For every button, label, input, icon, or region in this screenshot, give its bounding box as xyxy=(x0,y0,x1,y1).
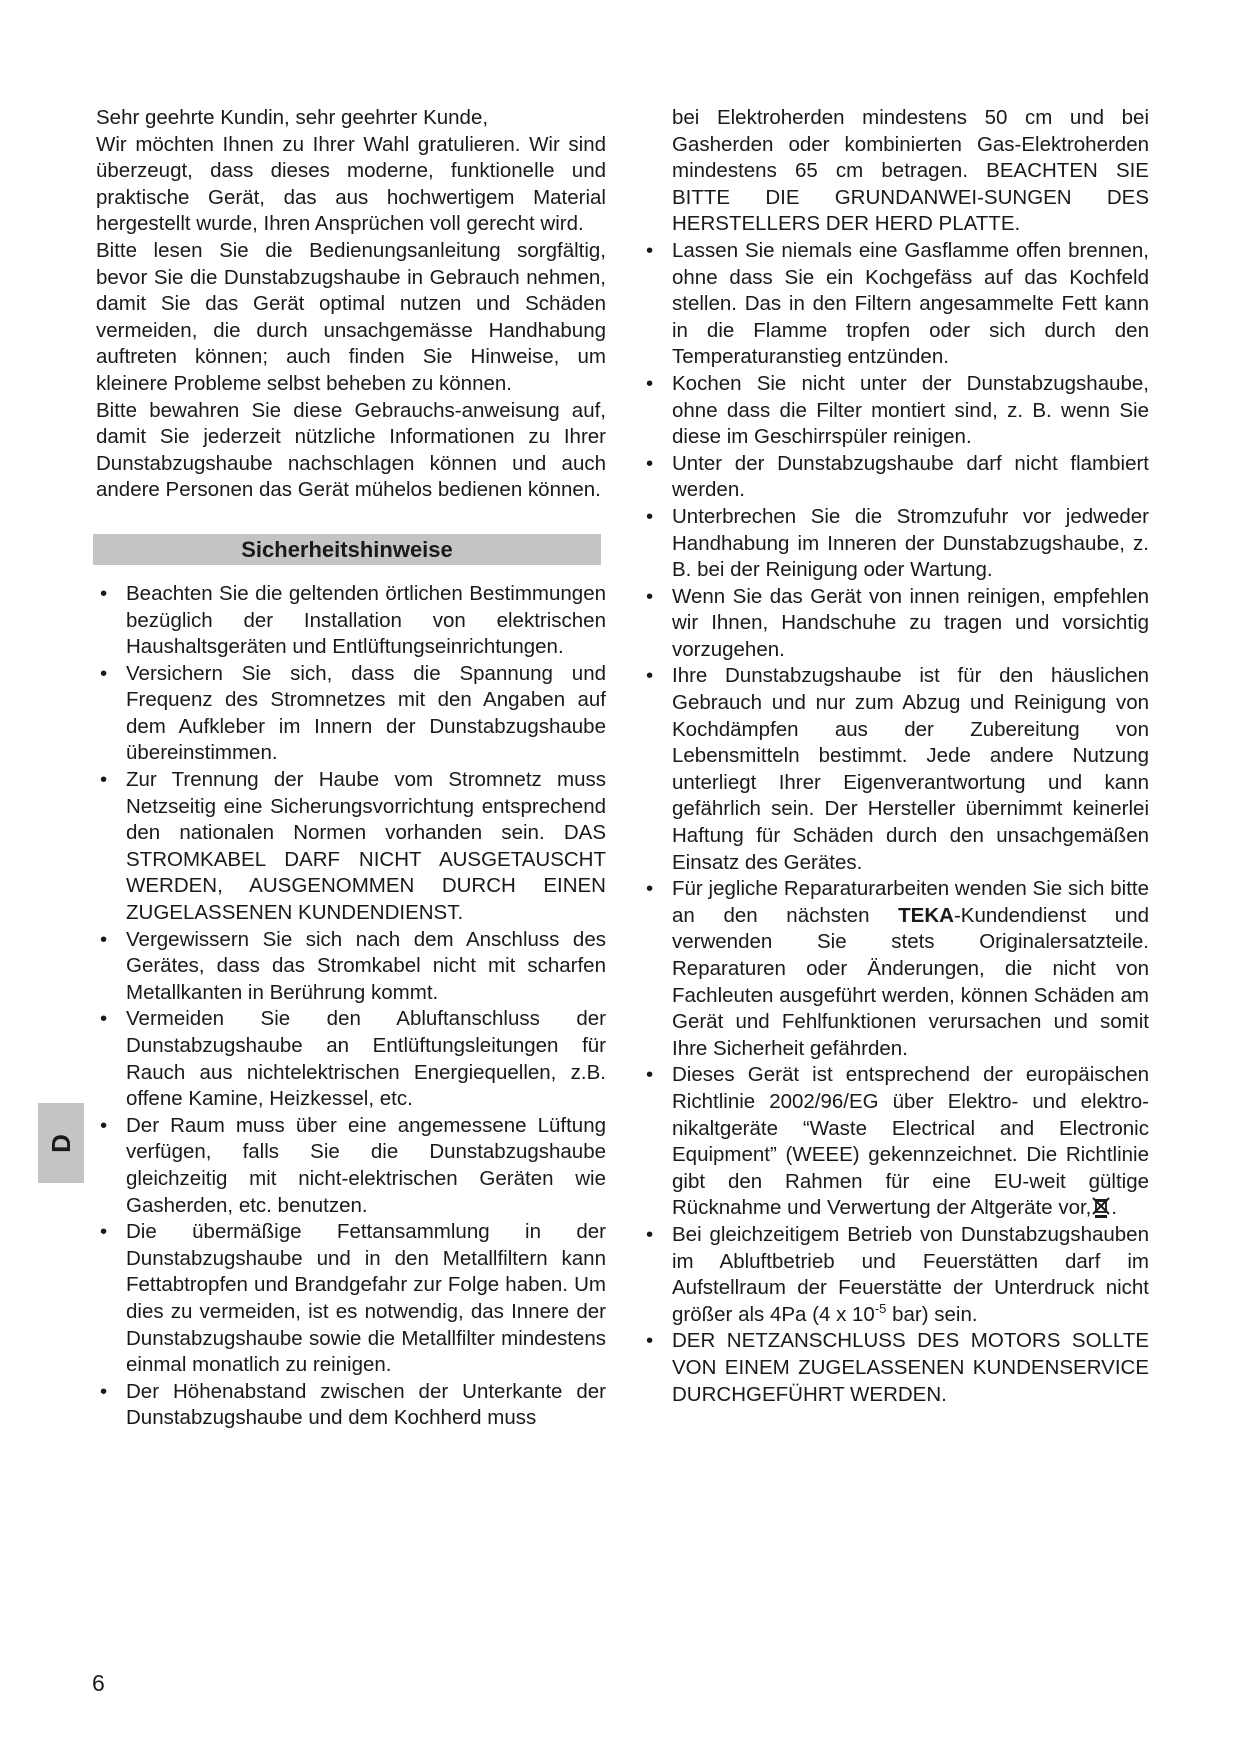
bullet-icon: • xyxy=(646,877,654,901)
right-column xyxy=(646,105,1150,1408)
language-tab xyxy=(38,1103,84,1183)
bullet-icon: • xyxy=(100,1220,108,1244)
safety-list-right xyxy=(646,238,1150,1408)
list-item: • Zur Trennung der Haube vom Stromnetz muss Netzseitig eine Sicherungsvorrichtung entsprechend den nationalen Normen vorhanden sein. DAS STROMKABEL DARF NICHT AUSGETAUSCHT WERDEN, AUSGENOMMEN DURCH EINEN ZUGELASSENEN KUNDENDIENST. xyxy=(100,768,606,925)
list-item: • Wenn Sie das Gerät von innen reinigen, empfehlen wir Ihnen, Handschuhe zu tragen und vorsichtig vorzugehen. xyxy=(646,584,1149,661)
list-item: • Kochen Sie nicht unter der Dunstabzugshaube, ohne dass die Filter montiert sind, z. B. wenn Sie diese im Geschirrspüler reinigen. xyxy=(646,371,1149,449)
intro-paragraph-2: Bitte lesen Sie die Bedienungsanleitung sorgfältig, bevor Sie die Dunstabzugshaube in Gebrauch nehmen, damit Sie das Gerät optimal nutzen und Schäden vermeiden, die durch unsachgemässe Handhabung auftreten können; auch finden Sie Hinweise, um kleinere Probleme selbst beheben zu können. xyxy=(96,238,606,395)
list-item: • Ihre Dunstabzugshaube ist für den häuslichen Gebrauch und nur zum Abzug und Reinigung von Kochdämpfen aus der Zubereitung von Lebensmitteln bestimmt. Jede andere Nutzung unterliegt Ihrer Eigenverantwortung und kann gefährlich sein. Der Hersteller übernimmt keinerlei Haftung für Schäden durch den unsachgemäßen Einsatz des Gerätes. xyxy=(646,664,1149,874)
salutation: Sehr geehrte Kundin, sehr geehrter Kunde, xyxy=(96,106,489,129)
safety-list-left xyxy=(96,581,606,1432)
bullet-icon: • xyxy=(100,1379,108,1403)
bullet-icon: • xyxy=(646,451,654,475)
list-item: • Unterbrechen Sie die Stromzufuhr vor jedweder Handhabung im Inneren der Dunstabzugshaube, z. B. bei der Reinigung oder Wartung. xyxy=(646,504,1149,582)
bullet-icon: • xyxy=(646,1222,654,1246)
list-item: • Der Höhenabstand zwischen der Unterkante der Dunstabzugshaube und dem Kochherd muss xyxy=(100,1379,606,1430)
language-tab-label: D xyxy=(45,1133,76,1153)
brand-name: TEKA xyxy=(898,903,954,927)
list-item: • Vergewissern Sie sich nach dem Anschluss des Gerätes, dass das Stromkabel nicht mit scharfen Metallkanten in Berührung kommt. xyxy=(100,927,606,1004)
list-item: • Vermeiden Sie den Abluftanschluss der Dunstabzugshaube an Entlüftungsleitungen für Rauch aus nichtelektrischen Energiequellen, z.B. offene Kamine, Heizkessel, etc. xyxy=(100,1007,606,1111)
list-item-weee: • Dieses Gerät ist entsprechend der europäischen Richtlinie 2002/96/EG über Elektro- und elektro-nikaltgeräte “Waste Electrical and Electronic Equipment” (WEEE) gekennzeichnet. Die Richtlinie gibt den Rahmen für eine EU-weit gültige Rücknahme und Verwertung der Altgeräte vor, . xyxy=(646,1063,1149,1220)
list-item: • Unter der Dunstabzugshaube darf nicht flambiert werden. xyxy=(646,451,1149,502)
list-item-motor: • DER NETZANSCHLUSS DES MOTORS SOLLTE VON EINEM ZUGELASSENEN KUNDENSERVICE DURCHGEFÜHRT WERDEN. xyxy=(646,1329,1149,1406)
bullet-icon: • xyxy=(100,927,108,951)
continuation-text: bei Elektroherden mindestens 50 cm und bei Gasherden oder kombinierten Gas-Elektroherden mindestens 65 cm betragen. BEACHTEN SIE BITTE DIE GRUNDANWEI-SUNGEN DES HERSTELLERS DER HERD PLATTE. xyxy=(672,106,1149,236)
list-item-repair: • Für jegliche Reparaturarbeiten wenden Sie sich bitte an den nächsten TEKA-Kundendienst und verwenden Sie stets Originalersatzteile. Reparaturen oder Änderungen, die nicht von Fachleuten ausgeführt werden, können Schäden am Gerät und Fehlfunktionen verursachen und somit Ihre Sicherheit gefährden. xyxy=(646,877,1150,1060)
list-item: • Die übermäßige Fettansammlung in der Dunstabzugshaube und in den Metallfiltern kann Fettabtropfen und Brandgefahr zur Folge haben. Um dies zu vermeiden, ist es notwendig, das Innere der Dunstabzugshaube sowie die Metallfilter mindestens einmal monatlich zu reinigen. xyxy=(100,1220,606,1377)
list-item: • Der Raum muss über eine angemessene Lüftung verfügen, falls Sie die Dunstabzugshaube gleichzeitig mit nicht-elektrischen Geräten wie Gasherden, etc. benutzen. xyxy=(100,1113,606,1217)
crossed-bin-icon xyxy=(1091,1196,1111,1218)
bullet-icon: • xyxy=(646,504,654,528)
list-item: • Versichern Sie sich, dass die Spannung und Frequenz des Stromnetzes mit den Angaben auf dem Aufkleber im Innern der Dunstabzugshaube übereinstimmen. xyxy=(100,661,606,765)
left-column xyxy=(96,105,606,1432)
bullet-icon: • xyxy=(646,238,654,262)
bullet-icon: • xyxy=(100,1113,108,1137)
intro-paragraph-1: Wir möchten Ihnen zu Ihrer Wahl gratulieren. Wir sind überzeugt, dass dieses moderne, funktionelle und praktische Gerät, das aus hochwertigem Material hergestellt wurde, Ihren Ansprüchen voll gerecht wird. xyxy=(96,132,606,236)
bullet-icon: • xyxy=(100,1007,108,1031)
section-heading: Sicherheitshinweise xyxy=(93,534,601,565)
bullet-icon: • xyxy=(100,581,108,605)
bullet-icon: • xyxy=(646,584,654,608)
intro-paragraph-3: Bitte bewahren Sie diese Gebrauchs-anweisung auf, damit Sie jederzeit nützliche Informationen zu Ihrer Dunstabzugshaube nachschlagen können und auch andere Personen das Gerät mühelos bedienen können. xyxy=(96,398,606,502)
bullet-icon: • xyxy=(646,371,654,395)
bullet-icon: • xyxy=(646,664,654,688)
list-item: • Lassen Sie niemals eine Gasflamme offen brennen, ohne dass Sie ein Kochgefäss auf das Kochfeld stellen. Das in den Filtern angesammelte Fett kann in die Flamme tropfen oder sich durch den Temperaturanstieg entzünden. xyxy=(646,238,1149,369)
list-item: • Beachten Sie die geltenden örtlichen Bestimmungen bezüglich der Installation von elektrischen Haushaltsgeräten und Entlüftungseinrichtungen. xyxy=(100,581,606,659)
exponent: -5 xyxy=(874,1300,887,1316)
bullet-icon: • xyxy=(646,1329,654,1353)
bullet-icon: • xyxy=(100,661,108,685)
bullet-icon: • xyxy=(100,768,108,792)
bullet-icon: • xyxy=(646,1063,654,1087)
page-number: 6 xyxy=(92,1670,105,1696)
list-item-pressure: • Bei gleichzeitigem Betrieb von Dunstabzugshauben im Abluftbetrieb und Feuerstätten darf im Aufstellraum der Feuerstätte der Unterdruck nicht größer als 4Pa (4 x $10^{-5}$ bar) sein. xyxy=(646,1222,1149,1326)
